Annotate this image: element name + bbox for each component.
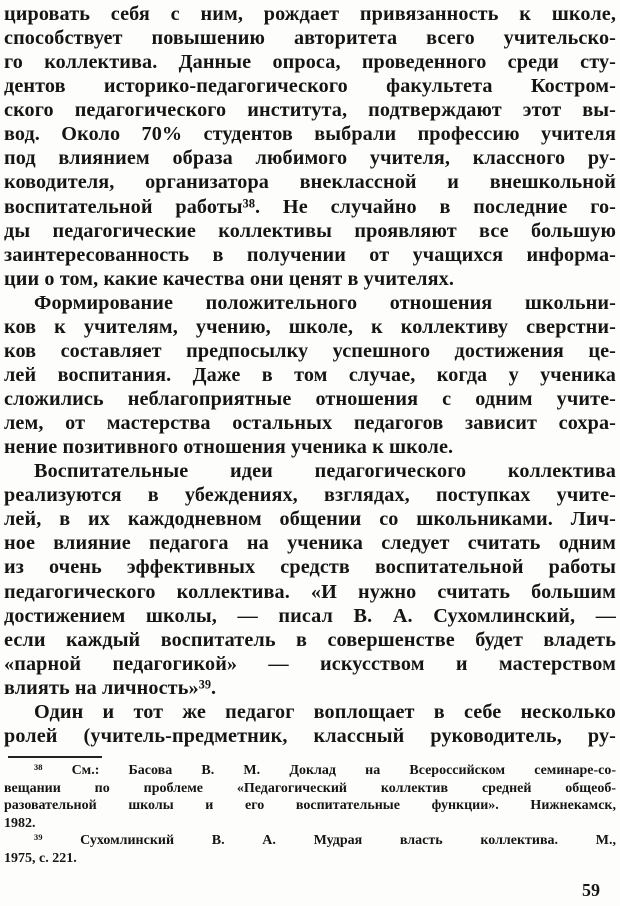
text-line: достижением школы, — писал В. А. Сухомлинский, — xyxy=(4,604,616,627)
text-line: го коллектива. Данные опроса, проведенного среди сту- xyxy=(4,51,616,74)
footnote-line: вещании по проблеме «Педагогический коллектив средней общеоб- xyxy=(4,780,616,796)
text-line: ное влияние педагога на ученика следует считать одним xyxy=(4,532,616,555)
paragraph-start: Один и тот же педагог воплощает в себе несколько xyxy=(34,700,616,723)
text-line: если каждый воспитатель в совершенстве будет владеть xyxy=(4,628,616,651)
text-line: ков составляет предпосылку успешного достижения це- xyxy=(4,339,616,362)
paragraph-start: Формирование положительного отношения школьни- xyxy=(34,291,616,314)
footnote-line: разовательной школы и его воспитательные функции». Нижнекамск, xyxy=(4,798,616,813)
text-line: лем, от мастерства остальных педагогов зависит сохра- xyxy=(4,412,616,435)
text-line: реализуются в убеждениях, взглядах, поступках учите- xyxy=(4,484,616,507)
text-line: вод. Около 70% студентов выбрали профессию учителя xyxy=(4,123,616,146)
text-line: ции о том, какие качества они ценят в учителях. xyxy=(4,267,454,290)
text-line: «парной педагогикой» — искусством и мастерством xyxy=(4,652,616,675)
text-line: из очень эффективных средств воспитательной работы xyxy=(4,556,616,579)
footnote-line: 1982. xyxy=(4,815,36,831)
text-line: нение позитивного отношения ученика к школе. xyxy=(4,436,454,459)
text-line: ководителя, организатора внеклассной и внешкольной xyxy=(4,171,616,194)
text-line: педагогического коллектива. «И нужно считать большим xyxy=(4,580,616,603)
text-line: цировать себя с ним, рождает привязанность к школе, xyxy=(4,3,616,25)
footnote-line: 1975, с. 221. xyxy=(4,850,77,866)
paragraph-start: Воспитательные идеи педагогического коллектива xyxy=(34,460,616,483)
text-line: дентов историко-педагогического факультета Костром- xyxy=(4,75,616,98)
text-line: ды педагогические коллективы проявляют все большую xyxy=(4,219,616,242)
footnote-line: ³⁹ Сухомлинский В. А. Мудрая власть коллектива. М., xyxy=(34,833,616,848)
text-line: воспитательной работы³⁸. Не случайно в последние го- xyxy=(4,195,616,218)
text-line: влиять на личность»³⁹. xyxy=(4,676,217,699)
text-line: ролей (учитель-предметник, классный руководитель, ру- xyxy=(4,724,616,747)
text-line: сложились неблагоприятные отношения с одним учите- xyxy=(4,388,616,411)
text-line: заинтересованность в получении от учащихся информа- xyxy=(4,243,616,266)
footnote-line: ³⁸ См.: Басова В. М. Доклад на Всероссийском семинаре-со- xyxy=(34,763,616,778)
text-line: ков к учителям, учению, школе, к коллективу сверстни- xyxy=(4,315,616,338)
footnote-divider xyxy=(8,756,102,758)
text-line: ского педагогического института, подтверждают этот вы- xyxy=(4,99,616,122)
text-line: лей, в их каждодневном общении со школьниками. Лич- xyxy=(4,508,616,531)
text-line: под влиянием образа любимого учителя, классного ру- xyxy=(4,147,616,170)
text-line: способствует повышению авторитета всего учительско- xyxy=(4,27,616,50)
text-line: лей воспитания. Даже в том случае, когда у ученика xyxy=(4,363,616,386)
page-number: 59 xyxy=(582,880,600,900)
